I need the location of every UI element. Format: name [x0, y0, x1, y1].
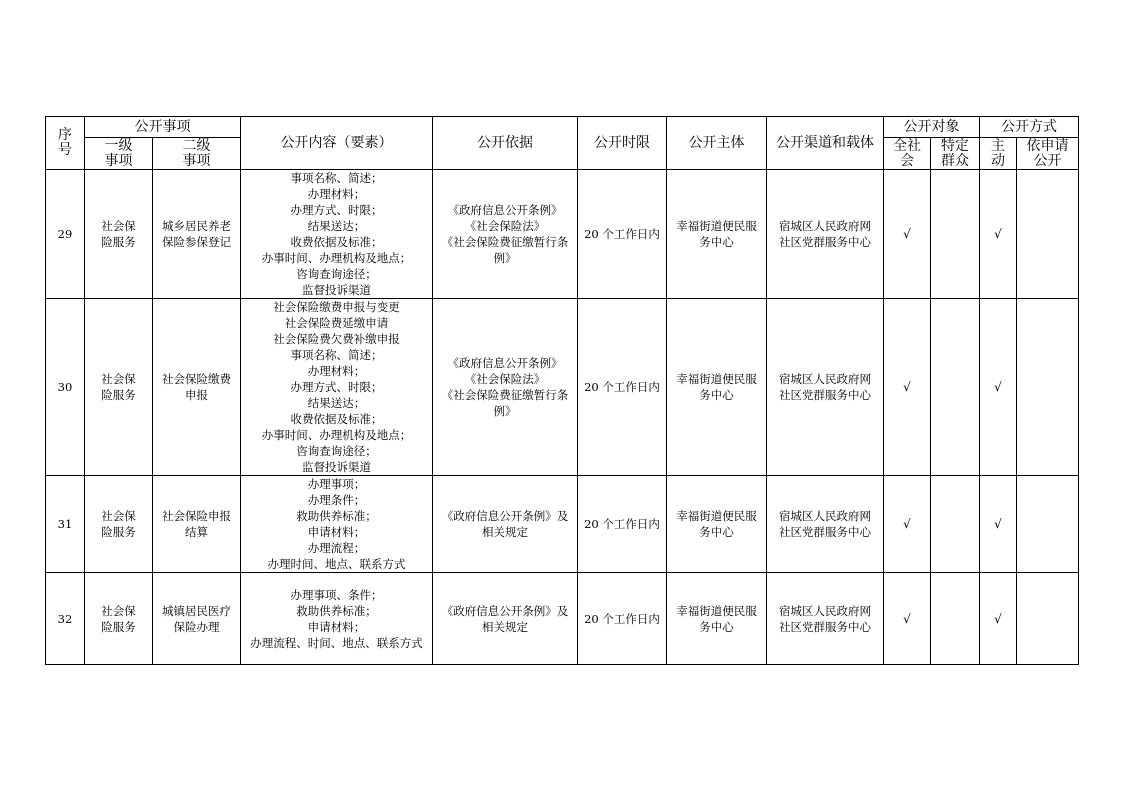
- row-level2: 社会保险申报结算: [153, 476, 241, 573]
- row-content-line: 办理方式、时限；: [290, 203, 383, 217]
- header-time-limit: 公开时限: [578, 117, 667, 170]
- row-content: [241, 170, 433, 299]
- row-basis-line: 《政府信息公开条例》及: [441, 509, 569, 523]
- row-basis-line: 《政府信息公开条例》: [447, 356, 563, 370]
- row-content-line: 咨询查询途径；: [296, 267, 377, 281]
- row-time-limit: 20 个工作日内: [578, 170, 667, 299]
- row-on-request-mark: [1017, 170, 1079, 299]
- row-content-line: 办理事项、条件；: [290, 587, 383, 602]
- row-subject: 幸福街道便民服务中心: [667, 573, 767, 665]
- row-content-line: 救助供养标准；: [296, 603, 377, 618]
- row-basis: [433, 299, 578, 476]
- row-specific-group-mark: [931, 573, 980, 665]
- table-row: [46, 573, 1079, 665]
- row-content-line: 办理方式、时限；: [290, 380, 383, 394]
- row-channel: [767, 170, 884, 299]
- row-level1: 社会保险服务: [85, 573, 153, 665]
- row-level2: 城镇居民医疗保险办理: [153, 573, 241, 665]
- row-channel-line: 宿城区人民政府网: [779, 219, 871, 233]
- row-channel: [767, 299, 884, 476]
- header-audience: 公开对象: [884, 117, 980, 138]
- header-channel: 公开渠道和载体: [767, 117, 884, 170]
- row-time-limit: 20 个工作日内: [578, 573, 667, 665]
- header-on-request: 依申请公开: [1017, 138, 1079, 170]
- row-channel-line: 宿城区人民政府网: [779, 509, 871, 523]
- row-active-mark: √: [980, 299, 1017, 476]
- table-row: [46, 299, 1079, 476]
- row-channel-line: 社区党群服务中心: [779, 388, 871, 402]
- row-content-line: 收费依据及标准；: [290, 412, 383, 426]
- header-seq: 序号: [46, 117, 85, 170]
- row-seq: 29: [46, 170, 85, 299]
- row-seq: 31: [46, 476, 85, 573]
- row-content-line: 申请材料；: [307, 525, 366, 539]
- row-content-line: 结果送达；: [307, 219, 366, 233]
- header-subject: 公开主体: [667, 117, 767, 170]
- row-channel-line: 社区党群服务中心: [779, 235, 871, 249]
- header-level1: 一级事项: [85, 138, 153, 170]
- row-time-limit: 20 个工作日内: [578, 299, 667, 476]
- row-seq: 32: [46, 573, 85, 665]
- row-basis-line: 相关规定: [482, 619, 528, 634]
- row-basis-line: 《政府信息公开条例》及: [441, 603, 569, 618]
- row-all-society-mark: √: [884, 170, 931, 299]
- header-level2: 二级事项: [153, 138, 241, 170]
- row-content-line: 监督投诉渠道: [302, 283, 371, 297]
- row-subject: 幸福街道便民服务中心: [667, 299, 767, 476]
- row-subject: 幸福街道便民服务中心: [667, 476, 767, 573]
- row-channel: [767, 476, 884, 573]
- row-content-line: 救助供养标准；: [296, 509, 377, 523]
- row-all-society-mark: √: [884, 476, 931, 573]
- row-basis-line: 例》: [493, 404, 517, 418]
- row-content-line: 社会保险缴费申报与变更: [273, 300, 400, 314]
- row-channel-line: 宿城区人民政府网: [779, 603, 871, 618]
- header-active: 主动: [980, 138, 1017, 170]
- row-on-request-mark: [1017, 476, 1079, 573]
- header-disclosure-item: 公开事项: [85, 117, 241, 138]
- row-content: [241, 299, 433, 476]
- row-content-line: 办理条件；: [307, 493, 366, 507]
- header-basis: 公开依据: [433, 117, 578, 170]
- row-basis-line: 《政府信息公开条例》: [447, 203, 563, 217]
- row-time-limit: 20 个工作日内: [578, 476, 667, 573]
- row-basis-line: 《社会保险费征缴暂行条: [441, 388, 569, 402]
- row-basis: [433, 170, 578, 299]
- row-content-line: 办理材料；: [307, 364, 366, 378]
- row-content-line: 办理时间、地点、联系方式: [267, 557, 406, 571]
- header-content: 公开内容（要素）: [241, 117, 433, 170]
- row-basis-line: 《社会保险法》: [464, 219, 546, 233]
- header-method: 公开方式: [980, 117, 1079, 138]
- header-specific-group: 特定群众: [931, 138, 980, 170]
- row-content-line: 办理事项；: [307, 477, 366, 491]
- table-row: [46, 170, 1079, 299]
- row-basis-line: 《社会保险费征缴暂行条: [441, 235, 569, 249]
- row-content-line: 申请材料；: [307, 619, 366, 634]
- row-basis: [433, 476, 578, 573]
- row-content-line: 办理流程；: [307, 541, 366, 555]
- row-content-line: 社会保险费延缴申请: [284, 316, 389, 330]
- row-active-mark: √: [980, 170, 1017, 299]
- row-content-line: 咨询查询途径；: [296, 444, 377, 458]
- row-content-line: 社会保险费欠费补缴申报: [273, 332, 400, 346]
- row-specific-group-mark: [931, 299, 980, 476]
- row-active-mark: √: [980, 573, 1017, 665]
- row-level1: 社会保险服务: [85, 299, 153, 476]
- row-content-line: 办事时间、办理机构及地点；: [261, 251, 412, 265]
- row-level2: 城乡居民养老保险参保登记: [153, 170, 241, 299]
- row-specific-group-mark: [931, 170, 980, 299]
- row-content-line: 事项名称、简述；: [290, 171, 383, 185]
- row-channel: [767, 573, 884, 665]
- row-basis: [433, 573, 578, 665]
- row-basis-line: 例》: [493, 251, 517, 265]
- row-all-society-mark: √: [884, 573, 931, 665]
- row-content-line: 监督投诉渠道: [302, 460, 371, 474]
- row-basis-line: 《社会保险法》: [464, 372, 546, 386]
- row-channel-line: 宿城区人民政府网: [779, 372, 871, 386]
- row-content-line: 收费依据及标准；: [290, 235, 383, 249]
- row-content: [241, 476, 433, 573]
- row-content-line: 结果送达；: [307, 396, 366, 410]
- row-channel-line: 社区党群服务中心: [779, 525, 871, 539]
- row-content-line: 办理流程、时间、地点、联系方式: [250, 635, 423, 650]
- row-active-mark: √: [980, 476, 1017, 573]
- row-level1: 社会保险服务: [85, 170, 153, 299]
- row-content: [241, 573, 433, 665]
- row-on-request-mark: [1017, 573, 1079, 665]
- row-specific-group-mark: [931, 476, 980, 573]
- header-all-society: 全社会: [884, 138, 931, 170]
- row-content-line: 办事时间、办理机构及地点；: [261, 428, 412, 442]
- row-subject: 幸福街道便民服务中心: [667, 170, 767, 299]
- disclosure-table: [45, 116, 1079, 665]
- row-basis-line: 相关规定: [482, 525, 528, 539]
- row-all-society-mark: √: [884, 299, 931, 476]
- row-level2: 社会保险缴费申报: [153, 299, 241, 476]
- table-row: [46, 476, 1079, 573]
- row-content-line: 事项名称、简述；: [290, 348, 383, 362]
- row-level1: 社会保险服务: [85, 476, 153, 573]
- row-on-request-mark: [1017, 299, 1079, 476]
- row-seq: 30: [46, 299, 85, 476]
- row-content-line: 办理材料；: [307, 187, 366, 201]
- row-channel-line: 社区党群服务中心: [779, 619, 871, 634]
